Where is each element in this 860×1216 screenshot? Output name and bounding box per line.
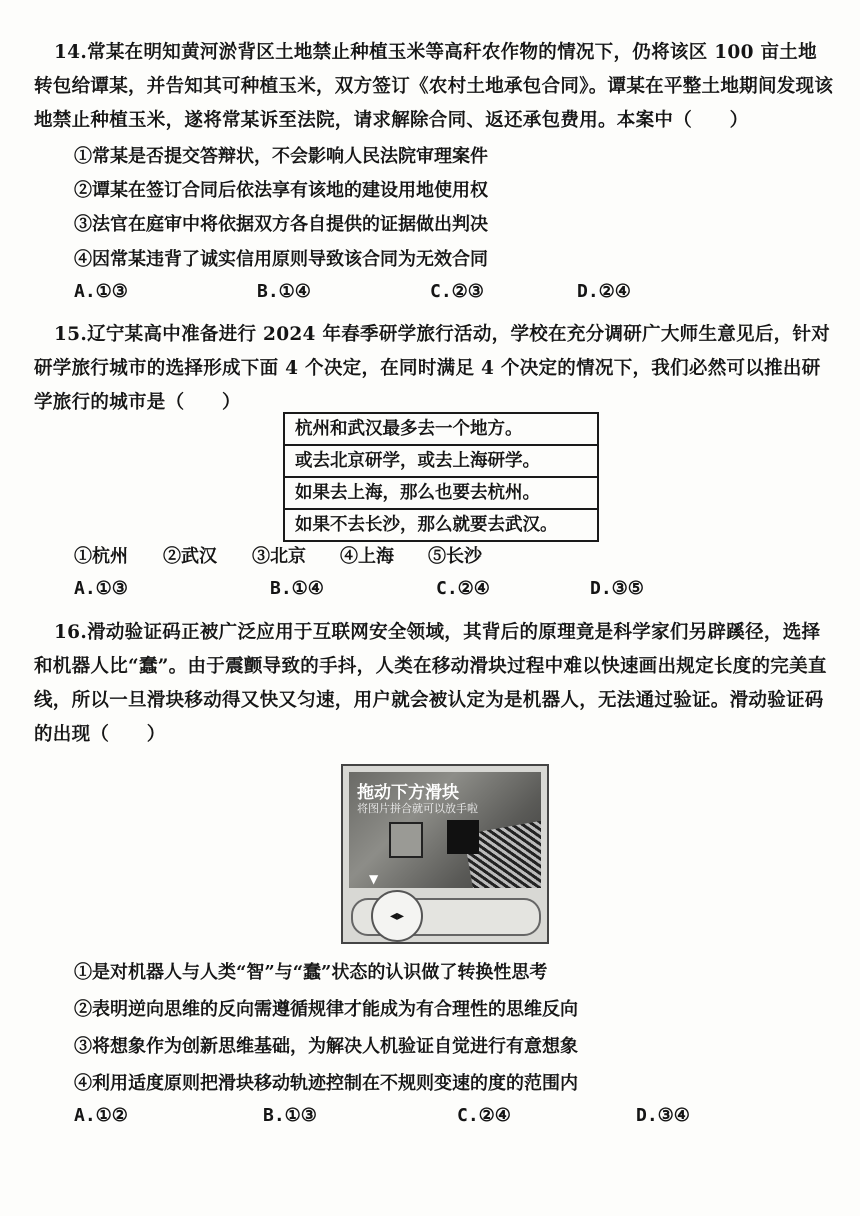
q14-option-c: C.②③ (430, 281, 484, 302)
captcha-image (349, 772, 541, 888)
q16-item-1: ①是对机器人与人类“智”与“蠢”状态的认识做了转换性思考 (74, 962, 548, 983)
q15-option-d: D.③⑤ (590, 578, 644, 599)
q16-item-2: ②表明逆向思维的反向需遵循规律才能成为有合理性的思维反向 (74, 999, 578, 1020)
q16-item-3: ③将想象作为创新思维基础，为解决人机验证自觉进行有意想象 (74, 1036, 578, 1057)
q14-item-3: ③法官在庭审中将依据双方各自提供的证据做出判决 (74, 214, 488, 235)
q14-item-1: ①常某是否提交答辩状，不会影响人民法院审理案件 (74, 146, 488, 167)
q15-option-c: C.②④ (436, 578, 490, 599)
q15-city-1: ①杭州 (74, 546, 128, 567)
q14-option-a: A.①③ (74, 281, 128, 302)
q15-decision-1: 杭州和武汉最多去一个地方。 (285, 414, 597, 446)
q15-option-b: B.①④ (270, 578, 324, 599)
puzzle-piece-icon (389, 822, 423, 858)
q16-option-b: B.①③ (263, 1105, 317, 1126)
q15-decision-4: 如果不去长沙，那么就要去武汉。 (295, 515, 558, 535)
q15-decision-2: 或去北京研学，或去上海研学。 (285, 446, 597, 478)
captcha-title: 拖动下方滑块 (357, 783, 459, 803)
q15-city-5: ⑤长沙 (428, 546, 482, 567)
q14-item-2: ②谭某在签订合同后依法享有该地的建设用地使用权 (74, 180, 488, 201)
arrow-down-icon: ▼ (369, 872, 379, 886)
q15-decision-box (283, 412, 599, 542)
captcha-subtitle: 将图片拼合就可以放手啦 (357, 802, 478, 815)
q14-option-d: D.②④ (577, 281, 631, 302)
q14-item-4: ④因常某违背了诚实信用原则导致该合同为无效合同 (74, 249, 488, 270)
q15-city-2: ②武汉 (163, 546, 217, 567)
q15-city-4: ④上海 (340, 546, 394, 567)
captcha-figure (341, 764, 549, 944)
q15-city-3: ③北京 (252, 546, 306, 567)
q14-option-b: B.①④ (257, 281, 311, 302)
q14-stem: 14.常某在明知黄河淤背区土地禁止种植玉米等高秆农作物的情况下，仍将该区 100 亩土地转包给谭某，并告知其可种植玉米，双方签订《农村土地承包合同》。谭某在平整土地期间发现该地禁止种植玉米，遂将常某诉至法院，请求解除合同、返还承包费用。本案中（ ） (34, 42, 834, 131)
puzzle-hole (447, 820, 479, 854)
q15-stem: 15.辽宁某高中准备进行 2024 年春季研学旅行活动，学校在充分调研广大师生意见后，针对研学旅行城市的选择形成下面 4 个决定，在同时满足 4 个决定的情况下，我们必然可以推出研学旅行的城市是（ ） (34, 324, 831, 413)
captcha-slider-knob: ◂▸ (371, 890, 423, 942)
q16-item-4: ④利用适度原则把滑块移动轨迹控制在不规则变速的度的范围内 (74, 1073, 578, 1094)
q16-option-d: D.③④ (636, 1105, 690, 1126)
q15-decision-3: 如果去上海，那么也要去杭州。 (285, 478, 597, 510)
q16-stem: 16.滑动验证码正被广泛应用于互联网安全领域，其背后的原理竟是科学家们另辟蹊径，选择和机器人比“蠢”。由于震颤导致的手抖，人类在移动滑块过程中难以快速画出规定长度的完美直线，所以一旦滑块移动得又快又匀速，用户就会被认定为是机器人，无法通过验证。滑动验证码的出现（ ） (34, 622, 827, 745)
q16-option-a: A.①② (74, 1105, 128, 1126)
q16-option-c: C.②④ (457, 1105, 511, 1126)
q15-option-a: A.①③ (74, 578, 128, 599)
